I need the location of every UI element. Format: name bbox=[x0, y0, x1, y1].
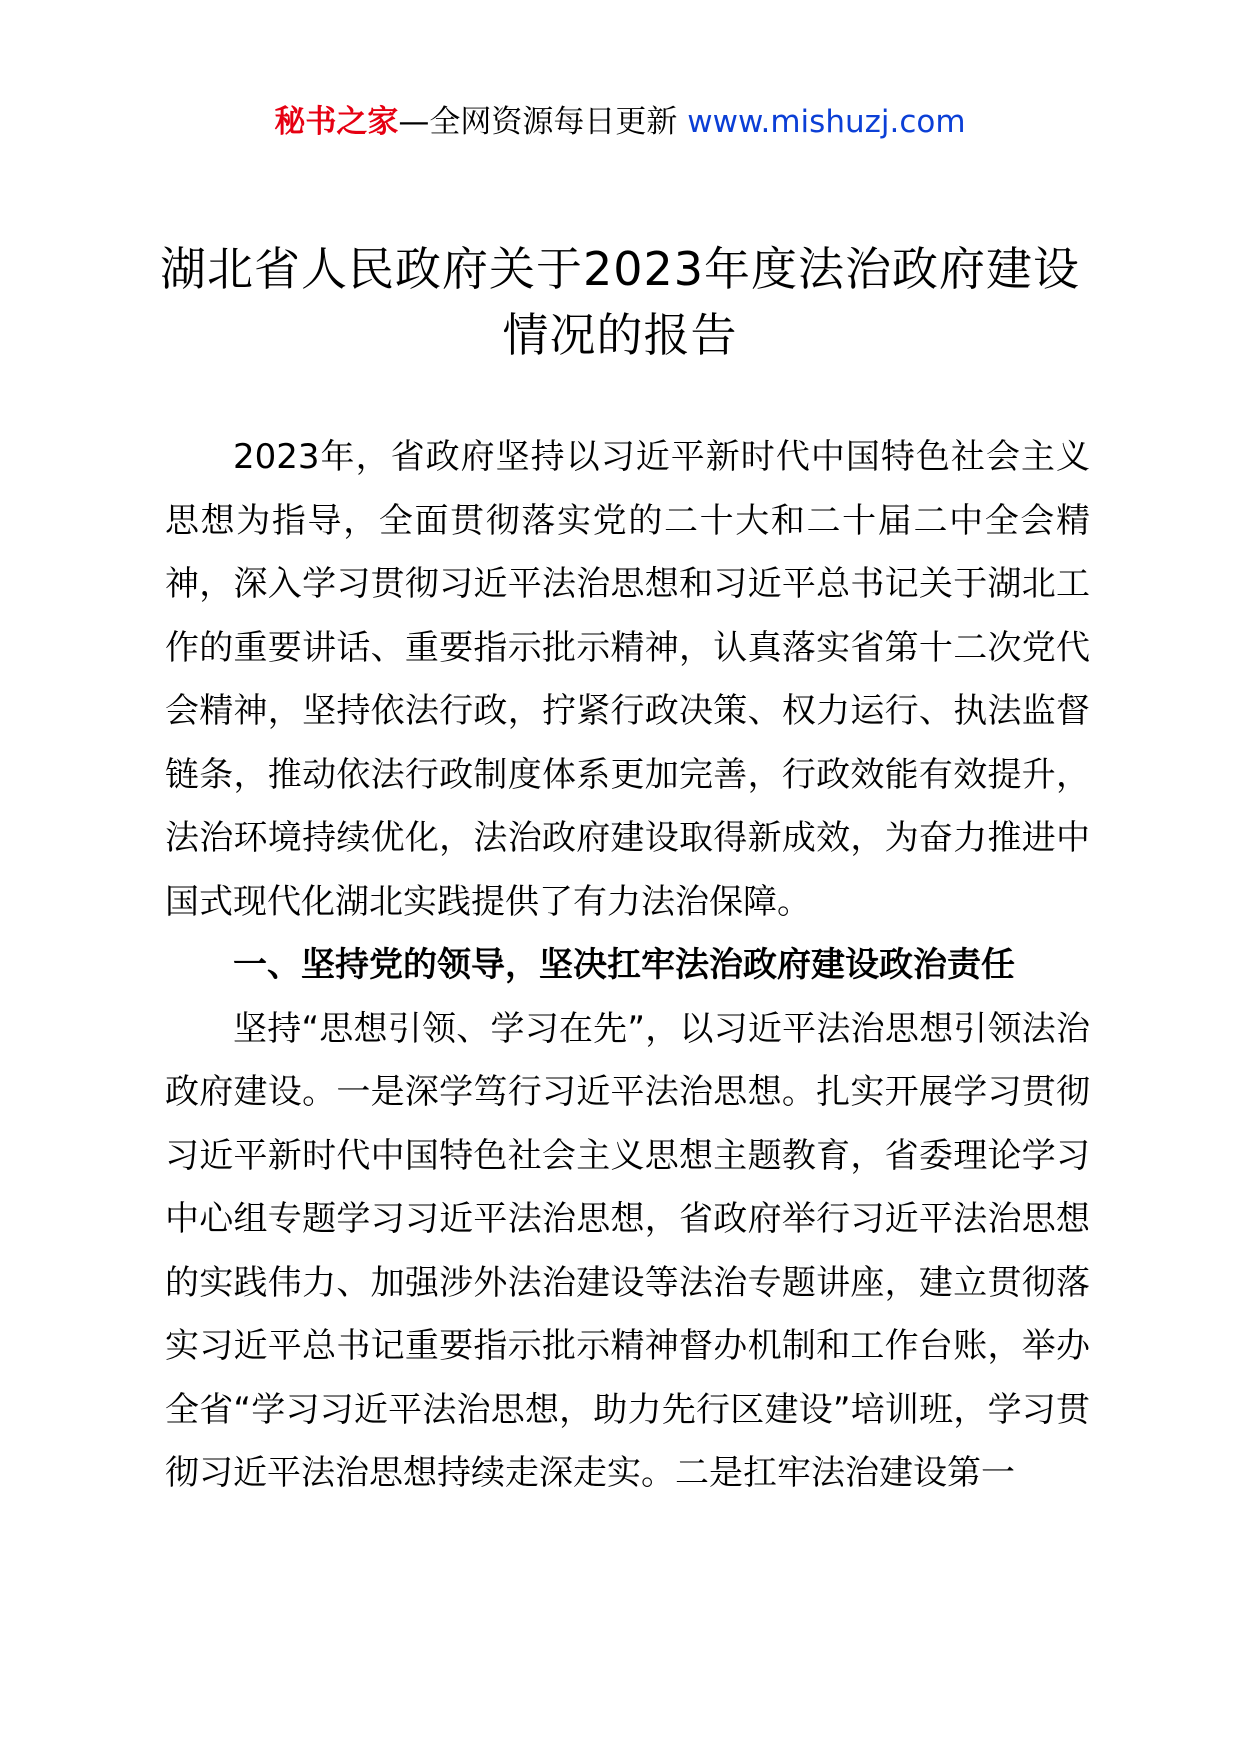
intro-paragraph: 2023年，省政府坚持以习近平新时代中国特色社会主义思想为指导，全面贯彻落实党的二十大和二十届二中全会精神，深入学习贯彻习近平法治思想和习近平总书记关于湖北工作的重要讲话、重要指示批示精神，认真落实省第十二次党代会精神，坚持依法行政，拧紧行政决策、权力运行、执法监督链条，推动依法行政制度体系更加完善，行政效能有效提升，法治环境持续优化，法治政府建设取得新成效，为奋力推进中国式现代化湖北实践提供了有力法治保障。 bbox=[165, 437, 1090, 922]
document-title bbox=[0, 236, 1240, 368]
site-banner bbox=[0, 100, 1240, 144]
site-url: www.mishuzj.com bbox=[687, 104, 966, 140]
document-body bbox=[165, 426, 1090, 1506]
brand-name: 秘书之家 bbox=[274, 104, 399, 140]
section-heading-1: 一、坚持党的领导，坚决扛牢法治政府建设政治责任 bbox=[233, 945, 1015, 985]
title-line-2: 情况的报告 bbox=[502, 308, 738, 362]
title-line-1: 湖北省人民政府关于2023年度法治政府建设 bbox=[159, 242, 1081, 296]
banner-tagline: —全网资源每日更新 bbox=[398, 104, 688, 140]
section-1-paragraph: 坚持“思想引领、学习在先”，以习近平法治思想引领法治政府建设。一是深学笃行习近平法治思想。扎实开展学习贯彻习近平新时代中国特色社会主义思想主题教育，省委理论学习中心组专题学习习近平法治思想，省政府举行习近平法治思想的实践伟力、加强涉外法治建设等法治专题讲座，建立贯彻落实习近平总书记重要指示批示精神督办机制和工作台账，举办全省“学习习近平法治思想，助力先行区建设”培训班，学习贯彻习近平法治思想持续走深走实。二是扛牢法治建设第一 bbox=[165, 1008, 1090, 1493]
